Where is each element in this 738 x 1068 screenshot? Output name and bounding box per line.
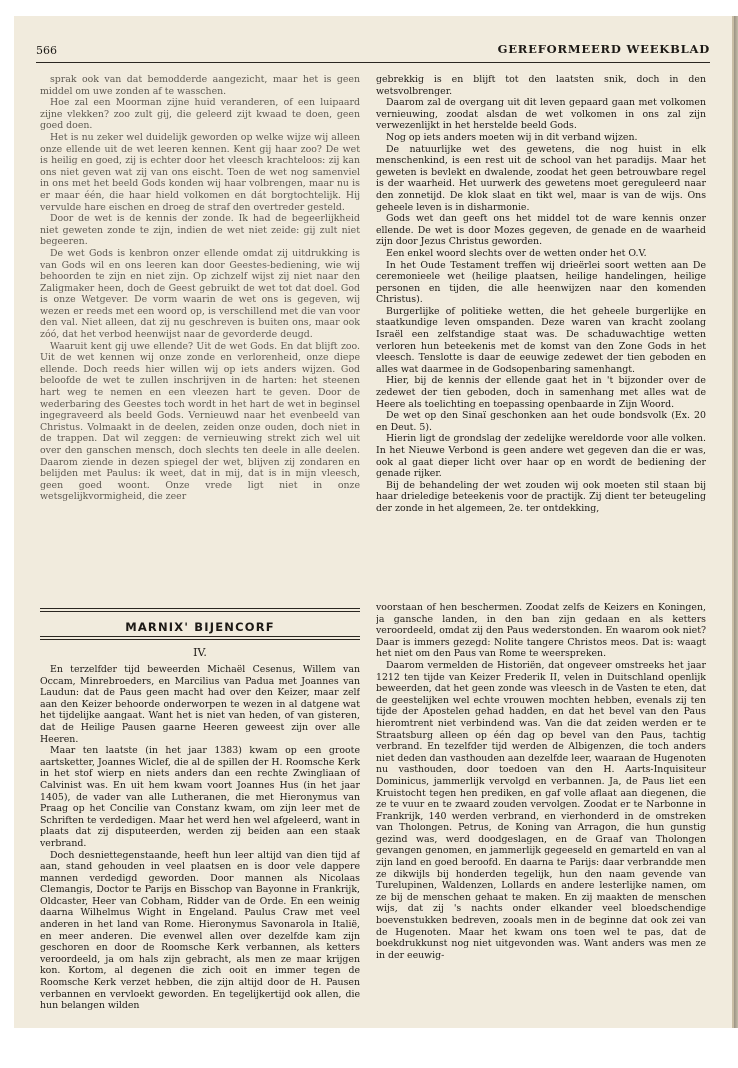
newspaper-page bbox=[14, 16, 734, 1028]
article-paragraph: De wet op den Sinaï geschonken aan het oude bondsvolk (Ex. 20 en Deut. 5). bbox=[376, 410, 706, 433]
article-paragraph: Bij de behandeling der wet zouden wij ook moeten stil staan bij haar drieledige beteekenis voor de practijk. Zij dient ter beteugeling der zonde in het algemeen, 2e. ter ontdekking, bbox=[376, 479, 706, 514]
article-column-left bbox=[40, 74, 360, 596]
article-column-right bbox=[376, 74, 706, 596]
article-paragraph: Hoe zal een Moorman zijne huid veranderen, of een luipaard zijne vlekken? zoo zult gij, die geleerd zijt kwaad te doen, geen goed doen. bbox=[40, 97, 360, 132]
article-paragraph: Door de wet is de kennis der zonde. Ik had de begeerlijkheid niet geweten zonde te zijn, indien de wet niet zeide: gij zult niet begeeren. bbox=[40, 213, 360, 248]
column-paragraph: Daarom vermelden de Historiën, dat ongeveer omstreeks het jaar 1212 ten tijde van Keizer Frederik II, velen in Duitschland openlijk beweerden, dat het geen zonde was vleesch in de Vasten te eten, dat de geestelijken wel echte vrouwen mochten hebben, evenals zij ten tijde der Apostelen gehad hadden, en dat het bevel van den Paus hieromtrent niet verbindend was. Van die dat zeiden werden er te Straatsburg alleen op één dag op bevel van den Paus, tachtig verbrand. En tezelfder tijd werden de Albigenzen, die toch anders niet deden dan vasthouden aan dezelfde leer, waaraan de Hugenoten nu vasthouden, door toedoen van den H. Aarts-Inquisiteur Dominicus, jammerlijk vervolgd en verbannen. Ja, de Paus liet een Kruistocht tegen hen prediken, en gaf volle aflaat aan diegenen, die ze te vuur en te zwaard zouden vervolgen. Zoodat er te Narbonne in Frankrijk, 140 werden verbrand, en vierhonderd in de omstreken van Tholongen. Petrus, de Koning van Arragon, die hun gunstig gezind was, werd doodgeslagen, en de Graaf van Tholongen gevangen genomen, en jammerlijk gegeeseld en gemarteld en van al zijn land en goed beroofd. En daarna te Parijs: daar verbrandde men ze dikwijls bij honderden tegelijk, hun den naam gevende van Turelupinen, Waldenzen, Lollards en andere lesterlijke namen, om ze bij de menschen gehaat te maken. En zij maakten de menschen wijs, dat zij 's nachts onder elkander veel bloedschendige boevenstukken bedreven, zooals men in de beginne dat ook zei van de Hugenoten. Maar het kwam ons toen wel te pas, dat de boekdrukkunst nog niet uitgevonden was. Want anders was men ze in der eeuwig- bbox=[376, 659, 706, 961]
column-paragraph: En terzelfder tijd beweerden Michaël Cesenus, Willem van Occam, Minrebroeders, en Marcilius van Padua met Joannes van Laudun: dat de Paus geen macht had over den Keizer, maar zelf aan den Keizer behoorde onderworpen te wezen in al datgene wat het tijdelijke aangaat. Want het is niet van heden, of van gisteren, dat de Heilige Pausen gaarne Heeren geweest zijn over alle Heeren. bbox=[40, 664, 360, 745]
article-paragraph: Gods wet dan geeft ons het middel tot de ware kennis onzer ellende. De wet is door Mozes gegeven, de genade en de waarheid zijn door Jezus Christus geworden. bbox=[376, 213, 706, 248]
page-spine-shadow bbox=[734, 16, 738, 1028]
article-paragraph: Een enkel woord slechts over de wetten onder het O.V. bbox=[386, 247, 647, 259]
article-paragraph: Daarom zal de overgang uit dit leven gepaard gaan met volkomen vernieuwing, zoodat alsdan de wet volkomen in ons zal zijn verwezenlijkt in het herstelde beeld Gods. bbox=[376, 97, 706, 132]
page-header bbox=[36, 40, 710, 63]
section-rule-bottom bbox=[40, 636, 360, 640]
column-paragraph: voorstaan of hen beschermen. Zoodat zelfs de Keizers en Koningen, ja gansche landen, in den ban zijn gedaan en als ketters veroordeeld, omdat zij den Paus wederstonden. En waarom ook niet? Daar is immers gezegd: Nolite tangere Christos meos. Dat is: waagt het niet om den Paus van Rome te weerspreken. bbox=[376, 602, 706, 660]
section-rule-top bbox=[40, 608, 360, 612]
column-right-bottom bbox=[376, 602, 706, 1034]
section-number: IV. bbox=[193, 646, 207, 659]
article-paragraph: In het Oude Testament treffen wij drieërlei soort wetten aan De ceremonieele wet (heilige plaatsen, heilige handelingen, heilige personen en tijden, die alle heenwijzen naar den komenden Christus). bbox=[376, 259, 706, 306]
article-paragraph: Nog op iets anders moeten wij in dit verband wijzen. bbox=[386, 131, 638, 143]
article-paragraph: Het is nu zeker wel duidelijk geworden op welke wijze wij alleen onze ellende uit de wet leeren kennen. Kent gij haar zoo? De wet is heilig en goed, zij is echter door het vleesch krachteloos: zij kan ons niet geven wat zij van ons eischt. Toen de wet nog samenviel in ons met het beeld Gods konden wij haar volbrengen, maar nu is er maar één, die haar hield volkomen en dát borgtochtelijk. Hij vervulde hare eischen en droeg de straf den overtreder gesteld. bbox=[40, 131, 360, 213]
column-paragraph: Doch desniettegenstaande, heeft hun leer altijd van dien tijd af aan, stand gehouden in veel plaatsen en is door vele dappere mannen verdedigd geworden. Door mannen als Nicolaas Clemangis, Doctor te Parijs en Bisschop van Bayonne in Frankrijk, Oldcaster, Heer van Cobham, Ridder van de Orde. En een weinig daarna Wilhelmus Wight in Engeland. Paulus Craw met veel anderen in het land van Rome. Hieronymus Savonarola in Italië, en meer anderen. Die evenwel allen over dezelfde kam zijn geschoren en door de Roomsche Kerk verbannen, als ketters veroordeeld, ja om hals zijn gebracht, als men ze maar krijgen kon. Kortom, al degenen die zich ooit en immer tegen de Roomsche Kerk verzet hebben, die zijn altijd door de H. Pausen verbannen en vervloekt geworden. En tegelijkertijd ook allen, die hun belangen wilden bbox=[40, 849, 360, 1012]
page-number: 566 bbox=[36, 44, 57, 57]
article-paragraph: Hier, bij de kennis der ellende gaat het in 't bijzonder over de zedewet der tien geboden, doch in samenhang met alles wat de Heere als toelichting en toepassing openbaarde in Zijn Woord. bbox=[376, 375, 706, 410]
column-paragraph: Maar ten laatste (in het jaar 1383) kwam op een groote aartsketter, Joannes Wiclef, die al de spillen der H. Roomsche Kerk in het stof wierp en niets anders dan een rechte Zwingliaan of Calvinist was. En uit hem kwam voort Joannes Hus (in het jaar 1405), de vader van alle Lutheranen, die met Hieronymus van Praag op het Concilie van Constanz kwam, om zijn leer met de Schriften te verdedigen. Maar het werd hen wel afgeleerd, want in plaats dat zij disputeerden, werden zij beiden aan een staak verbrand. bbox=[40, 745, 360, 849]
article-paragraph: De wet Gods is kenbron onzer ellende omdat zij uitdrukking is van Gods wil en ons leeren kan door Geestes-bediening, wie wij behoorden te zijn en niet zijn. Op zichzelf wijst zij niet naar den Zaligmaker heen, doch de Geest gebruikt de wet tot dat doel. God is onze Wetgever. De vorm waarin de wet ons is gegeven, wij wezen er reeds met een woord op, is verschillend met die van voor den val. Niet alleen, dat zij nu geschreven is buiten ons, maar ook zóó, dat het verbod heenwijst naar de gevorderde deugd. bbox=[40, 247, 360, 341]
section-title: MARNIX' BIJENCORF bbox=[125, 620, 275, 634]
article-paragraph: Burgerlijke of politieke wetten, die het geheele burgerlijke en staatkundige leven omspanden. Deze waren van kracht zoolang Israël een zelfstandige staat was. De schaduwachtige wetten verloren hun beteekenis met de komst van den Zone Gods in het vleesch. Tenslotte is daar de eeuwige zedewet der tien geboden en alles wat daarmee in de Godsopenbaring samenhangt. bbox=[376, 305, 706, 375]
article-paragraph: Hierin ligt de grondslag der zedelijke wereldorde voor alle volken. In het Nieuwe Verbond is geen andere wet gegeven dan die er was, ook al gaat dieper licht over haar op en wordt de bediening der genade rijker. bbox=[376, 433, 706, 480]
article-paragraph: sprak ook van dat bemodderde aangezicht, maar het is geen middel om uwe zonden af te wasschen. bbox=[40, 74, 360, 97]
journal-title: GEREFORMEERD WEEKBLAD bbox=[497, 42, 710, 56]
article-paragraph: Waaruit kent gij uwe ellende? Uit de wet Gods. En dat blijft zoo. Uit de wet kennen wij onze zonde en verlorenheid, onze diepe ellende. Doch reeds hier willen wij op iets anders wijzen. God beloofde de wet te zullen inschrijven in de harten: het steenen hart weg te nemen en een vleezen hart te geven. Door de wederbaring des Geestes toch wordt in het hart de wet in beginsel ingegraveerd als beeld Gods. Vernieuwd naar het evenbeeld van Christus. Volmaakt in de deelen, zeiden onze ouden, doch niet in de trappen. Dat wil zeggen: de vernieuwing strekt zich wel uit over den ganschen mensch, doch slechts ten deele in alle deelen. Daarom ziende in dezen spiegel der wet, blijven zij zondaren en belijden met Paulus: ik weet, dat in mij, dat is in mijn vleesch, geen goed woont. Onze vrede ligt niet in onze wetsgelijkvormigheid, die zeer bbox=[40, 340, 360, 503]
article-paragraph: gebrekkig is en blijft tot den laatsten snik, doch in den wetsvolbrenger. bbox=[376, 74, 706, 97]
article-paragraph: De natuurlijke wet des gewetens, die nog huist in elk menschenkind, is een rest uit de school van het paradijs. Maar het geweten is bevlekt en dwalende, zoodat het geen betrouwbare regel is der waarheid. Het uurwerk des gewetens moet gereguleerd naar den zonnetijd. De klok slaat en tikt wel, maar is van de wijs. Ons geheele leven is in disharmonie. bbox=[376, 143, 706, 213]
page-margin-bottom bbox=[14, 1028, 732, 1068]
column-left-bottom bbox=[40, 664, 360, 1032]
